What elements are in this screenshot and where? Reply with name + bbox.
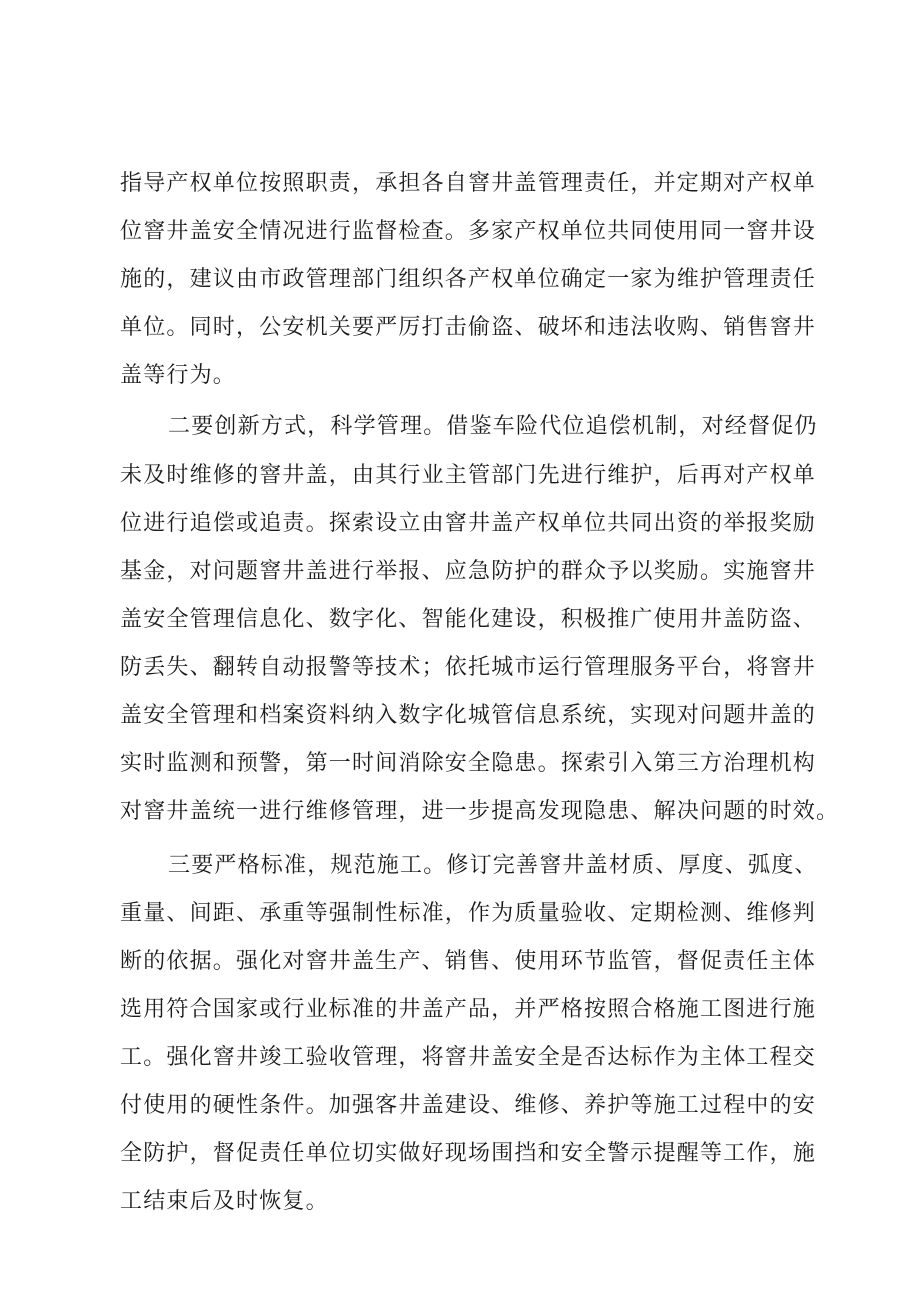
text-line: 工结束后及时恢复。 (120, 1189, 329, 1214)
text-line: 盖等行为。 (120, 363, 237, 388)
paragraph-first-line: 二要创新方式，科学管理。借鉴车险代位追偿机制，对经督促仍 (168, 414, 818, 439)
paragraph-first-line: 三要严格标准，规范施工。修订完善窨井盖材质、厚度、弧度、 (168, 853, 818, 878)
text-line: 位窨井盖安全情况进行监督检查。多家产权单位共同使用同一窨井设 (120, 219, 817, 244)
text-line: 选用符合国家或行业标准的井盖产品，并严格按照合格施工图进行施 (120, 997, 817, 1022)
text-line: 全防护，督促责任单位切实做好现场围挡和安全警示提醒等工作，施 (120, 1141, 817, 1166)
text-line: 盖安全管理和档案资料纳入数字化城管信息系统，实现对问题井盖的 (120, 703, 817, 728)
text-line: 基金，对问题窨井盖进行举报、应急防护的群众予以奖励。实施窨井 (120, 559, 817, 584)
text-line: 单位。同时，公安机关要严厉打击偷盗、破坏和违法收购、销售窨井 (120, 315, 817, 340)
text-line: 工。强化窨井竣工验收管理，将窨井盖安全是否达标作为主体工程交 (120, 1045, 817, 1070)
text-line: 盖安全管理信息化、数字化、智能化建设，积极推广使用井盖防盗、 (120, 607, 817, 632)
text-line: 防丢失、翻转自动报警等技术；依托城市运行管理服务平台，将窨井 (120, 655, 817, 680)
text-line: 位进行追偿或追责。探索设立由窨井盖产权单位共同出资的举报奖励 (120, 511, 817, 536)
text-line: 对窨井盖统一进行维修管理，进一步提高发现隐患、解决问题的时效。 (120, 799, 840, 824)
text-line: 未及时维修的窨井盖，由其行业主管部门先进行维护，后再对产权单 (120, 463, 817, 488)
text-line: 重量、间距、承重等强制性标准，作为质量验收、定期检测、维修判 (120, 901, 817, 926)
text-line: 指导产权单位按照职责，承担各自窨井盖管理责任，并定期对产权单 (120, 171, 817, 196)
text-line: 断的依据。强化对窨井盖生产、销售、使用环节监管，督促责任主体 (120, 949, 817, 974)
text-line: 付使用的硬性条件。加强客井盖建设、维修、养护等施工过程中的安 (120, 1093, 817, 1118)
text-line: 施的，建议由市政管理部门组织各产权单位确定一家为维护管理责任 (120, 267, 817, 292)
text-line: 实时监测和预警，第一时间消除安全隐患。探索引入第三方治理机构 (120, 751, 817, 776)
